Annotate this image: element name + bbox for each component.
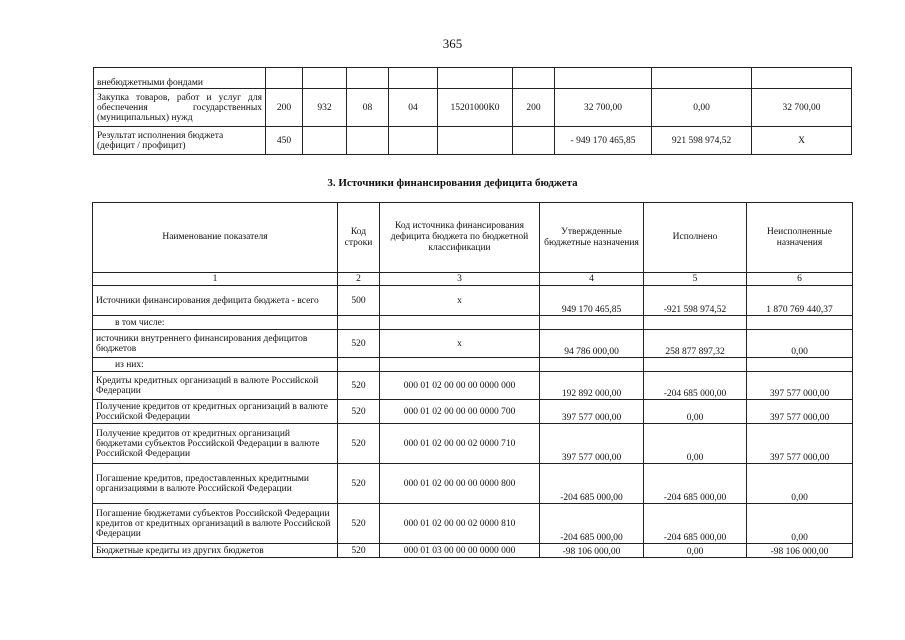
table-row — [93, 330, 853, 358]
row-unexecuted — [747, 358, 853, 372]
row-executed: 921 598 974,52 — [652, 127, 752, 155]
row-admin — [303, 68, 347, 89]
row-source-code: 000 01 02 00 00 00 0000 800 — [380, 464, 540, 504]
table-row — [93, 286, 853, 316]
row-type — [513, 127, 555, 155]
column-number: 5 — [644, 273, 747, 286]
row-approved: 397 577 000,00 — [540, 400, 644, 424]
row-source-code: х — [380, 330, 540, 358]
row-unexecuted: 397 577 000,00 — [747, 372, 853, 400]
table-row — [93, 544, 853, 558]
row-code: 520 — [338, 464, 380, 504]
row-code: 520 — [338, 504, 380, 544]
row-approved: 94 786 000,00 — [540, 330, 644, 358]
row-code: 520 — [338, 424, 380, 464]
table-row — [93, 424, 853, 464]
table-row — [94, 68, 852, 89]
column-number: 1 — [93, 273, 338, 286]
row-name: источники внутреннего финансирования дефицитов бюджетов — [93, 330, 338, 358]
row-unexecuted: 0,00 — [747, 464, 853, 504]
row-executed — [652, 68, 752, 89]
row-approved: 32 700,00 — [555, 89, 652, 127]
row-name: Погашение бюджетами субъектов Российской Федерации кредитов от кредитных организаций в валюте Российской Федерации — [93, 504, 338, 544]
column-number: 3 — [380, 273, 540, 286]
row-source-code — [380, 316, 540, 330]
row-code: 200 — [266, 89, 303, 127]
row-source-code: х — [380, 286, 540, 316]
row-approved: -98 106 000,00 — [540, 544, 644, 558]
row-source-code: 000 01 02 00 00 02 0000 710 — [380, 424, 540, 464]
row-name: из них: — [93, 358, 338, 372]
row-unexecuted: 397 577 000,00 — [747, 400, 853, 424]
row-approved: -204 685 000,00 — [540, 464, 644, 504]
row-approved — [540, 316, 644, 330]
table-row — [94, 127, 852, 155]
row-executed: -204 685 000,00 — [644, 504, 747, 544]
row-name: Кредиты кредитных организаций в валюте Российской Федерации — [93, 372, 338, 400]
row-source-code — [380, 358, 540, 372]
page-number: 365 — [442, 36, 463, 51]
row-source-code: 000 01 02 00 00 00 0000 700 — [380, 400, 540, 424]
table-row — [93, 372, 853, 400]
row-admin — [303, 127, 347, 155]
row-approved: 397 577 000,00 — [540, 424, 644, 464]
sources-table — [92, 202, 853, 558]
row-approved — [555, 68, 652, 89]
row-unexecuted: 397 577 000,00 — [747, 424, 853, 464]
table-row — [93, 358, 853, 372]
row-executed: 0,00 — [644, 424, 747, 464]
row-type — [513, 68, 555, 89]
expenses-table-continuation — [93, 67, 852, 155]
row-admin: 932 — [303, 89, 347, 127]
row-code: 520 — [338, 330, 380, 358]
header-code: Код строки — [338, 203, 380, 273]
header-name: Наименование показателя — [93, 203, 338, 273]
row-unexecuted: X — [752, 127, 852, 155]
row-unexecuted: -98 106 000,00 — [747, 544, 853, 558]
header-approved: Утвержденные бюджетные назначения — [540, 203, 644, 273]
row-executed: -204 685 000,00 — [644, 372, 747, 400]
row-name: Закупка товаров, работ и услуг для обеспечения государственных (муниципальных) нужд — [94, 89, 266, 127]
row-executed: -921 598 974,52 — [644, 286, 747, 316]
row-name: Бюджетные кредиты из других бюджетов — [93, 544, 338, 558]
row-code — [338, 316, 380, 330]
row-section — [347, 68, 389, 89]
row-source-code: 000 01 02 00 00 00 0000 000 — [380, 372, 540, 400]
row-section — [347, 127, 389, 155]
row-target — [438, 127, 513, 155]
section-title: 3. Источники финансирования дефицита бюджета — [327, 177, 578, 189]
header-unexecuted: Неисполненные назначения — [747, 203, 853, 273]
column-number: 6 — [747, 273, 853, 286]
row-executed: 0,00 — [644, 400, 747, 424]
row-section: 08 — [347, 89, 389, 127]
row-source-code: 000 01 02 00 00 02 0000 810 — [380, 504, 540, 544]
row-name: Погашение кредитов, предоставленных кредитными организациями в валюте Российской Федерации — [93, 464, 338, 504]
row-name: Источники финансирования дефицита бюджета - всего — [93, 286, 338, 316]
row-approved: -204 685 000,00 — [540, 504, 644, 544]
row-approved: 192 892 000,00 — [540, 372, 644, 400]
header-source-code: Код источника финансирования дефицита бюджета по бюджетной классификации — [380, 203, 540, 273]
row-type: 200 — [513, 89, 555, 127]
column-number: 2 — [338, 273, 380, 286]
row-code: 500 — [338, 286, 380, 316]
row-code: 520 — [338, 400, 380, 424]
row-executed: 0,00 — [644, 544, 747, 558]
row-code: 520 — [338, 544, 380, 558]
column-number: 4 — [540, 273, 644, 286]
row-target — [438, 68, 513, 89]
row-unexecuted — [752, 68, 852, 89]
row-executed — [644, 358, 747, 372]
row-name: Получение кредитов от кредитных организаций в валюте Российской Федерации — [93, 400, 338, 424]
header-row — [93, 203, 853, 273]
row-approved: 949 170 465,85 — [540, 286, 644, 316]
table-row — [93, 316, 853, 330]
row-executed: -204 685 000,00 — [644, 464, 747, 504]
row-subsection — [389, 127, 438, 155]
table-row — [93, 504, 853, 544]
row-unexecuted: 1 870 769 440,37 — [747, 286, 853, 316]
row-code — [266, 68, 303, 89]
row-executed: 0,00 — [652, 89, 752, 127]
table-row — [94, 89, 852, 127]
row-approved — [540, 358, 644, 372]
row-unexecuted — [747, 316, 853, 330]
row-unexecuted: 0,00 — [747, 504, 853, 544]
row-source-code: 000 01 03 00 00 00 0000 000 — [380, 544, 540, 558]
row-code: 520 — [338, 372, 380, 400]
row-name: в том числе: — [93, 316, 338, 330]
row-name: Получение кредитов от кредитных организаций бюджетами субъектов Российской Федерации в валюте Российской Федерации — [93, 424, 338, 464]
row-executed: 258 877 897,32 — [644, 330, 747, 358]
table-row — [93, 400, 853, 424]
row-code: 450 — [266, 127, 303, 155]
row-code — [338, 358, 380, 372]
row-name: Результат исполнения бюджета (дефицит / профицит) — [94, 127, 266, 155]
row-subsection: 04 — [389, 89, 438, 127]
row-unexecuted: 0,00 — [747, 330, 853, 358]
row-subsection — [389, 68, 438, 89]
row-executed — [644, 316, 747, 330]
header-executed: Исполнено — [644, 203, 747, 273]
column-number-row — [93, 273, 853, 286]
row-name: внебюджетными фондами — [94, 68, 266, 89]
table-row — [93, 464, 853, 504]
row-unexecuted: 32 700,00 — [752, 89, 852, 127]
row-target: 15201000К0 — [438, 89, 513, 127]
row-approved: - 949 170 465,85 — [555, 127, 652, 155]
